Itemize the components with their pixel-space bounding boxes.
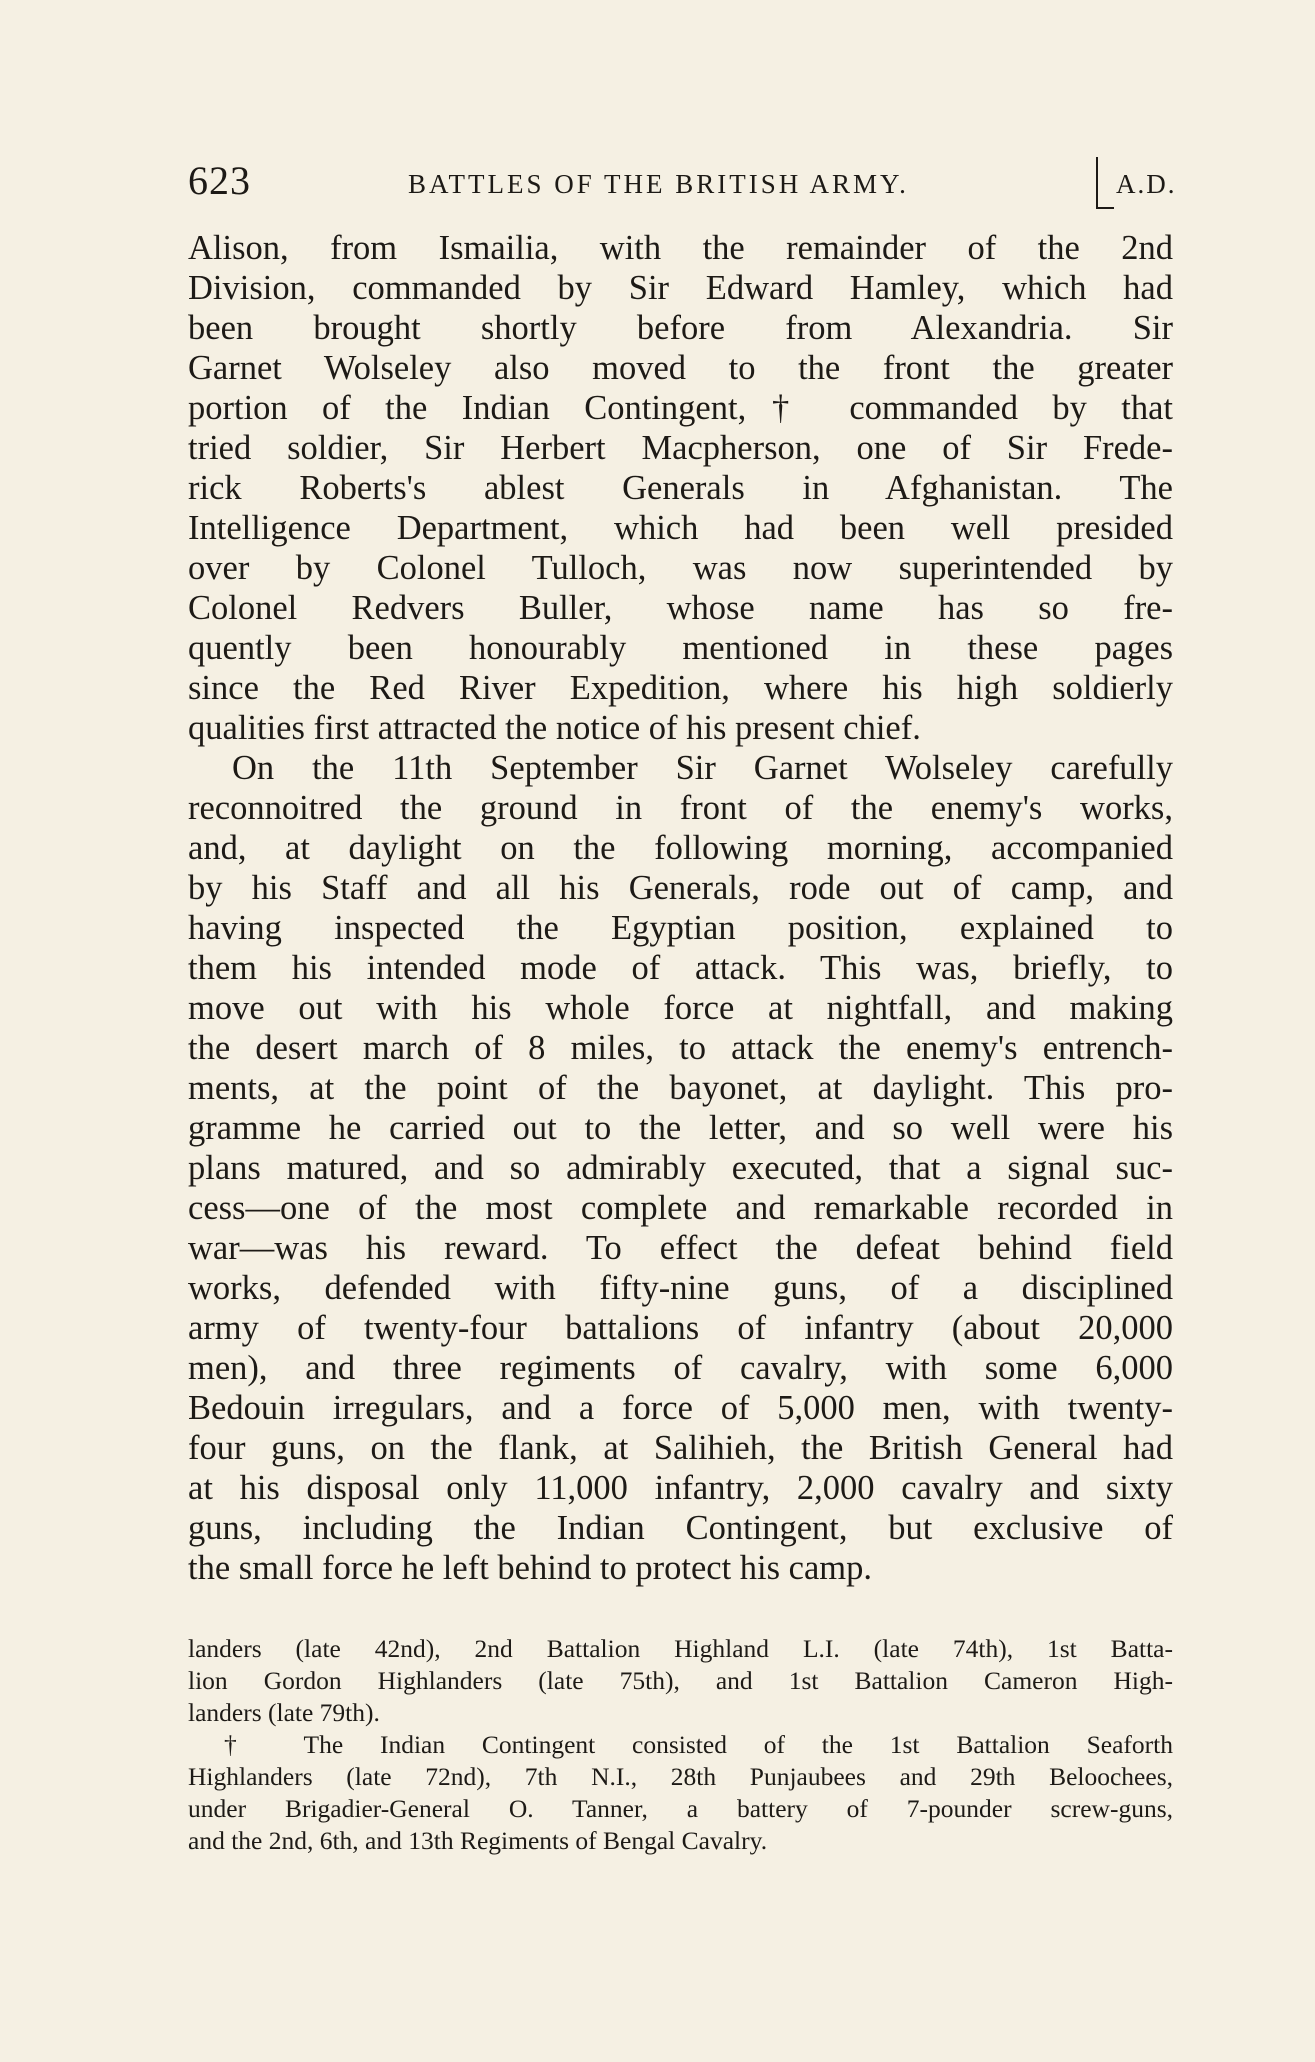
body-line: by his Staff and all his Generals, rode out of camp, and bbox=[188, 869, 1173, 907]
body-line: works, defended with fifty-nine guns, of a disciplined bbox=[188, 1269, 1173, 1307]
footnote-line: landers (late 42nd), 2nd Battalion Highland L.I. (late 74th), 1st Batta- bbox=[188, 1634, 1173, 1663]
footnote-line: lion Gordon Highlanders (late 75th), and 1st Battalion Cameron High- bbox=[188, 1666, 1173, 1695]
footnote-line: and the 2nd, 6th, and 13th Regiments of Bengal Cavalry. bbox=[188, 1826, 768, 1855]
body-line: plans matured, and so admirably executed, that a signal suc- bbox=[188, 1149, 1173, 1187]
body-line: On the 11th September Sir Garnet Wolseley carefully bbox=[232, 749, 1173, 787]
body-line: gramme he carried out to the letter, and so well were his bbox=[188, 1109, 1173, 1147]
footnotes bbox=[188, 1633, 1173, 1857]
body-line: quently been honourably mentioned in these pages bbox=[188, 629, 1173, 667]
body-line: portion of the Indian Contingent,† commanded by that bbox=[188, 389, 1173, 427]
footnote-line: under Brigadier-General O. Tanner, a battery of 7-pounder screw-guns, bbox=[188, 1794, 1173, 1823]
body-line: ments, at the point of the bayonet, at daylight. This pro- bbox=[188, 1069, 1173, 1107]
body-line: qualities first attracted the notice of his present chief. bbox=[188, 709, 921, 747]
book-title: BATTLES OF THE BRITISH ARMY. bbox=[408, 169, 909, 199]
body-line: the small force he left behind to protect his camp. bbox=[188, 1549, 873, 1587]
body-line: been brought shortly before from Alexandria. Sir bbox=[188, 309, 1173, 347]
body-line: having inspected the Egyptian position, explained to bbox=[188, 909, 1173, 947]
body-line: men), and three regiments of cavalry, with some 6,000 bbox=[188, 1349, 1173, 1387]
page-number: 623 bbox=[188, 158, 251, 203]
body-line: cess—one of the most complete and remarkable recorded in bbox=[188, 1189, 1173, 1227]
body-line: since the Red River Expedition, where his high soldierly bbox=[188, 669, 1173, 707]
body-line: guns, including the Indian Contingent, but exclusive of bbox=[188, 1509, 1173, 1547]
body-line: the desert march of 8 miles, to attack the enemy's entrench- bbox=[188, 1029, 1173, 1067]
body-line: Bedouin irregulars, and a force of 5,000 men, with twenty- bbox=[188, 1389, 1173, 1427]
era-label: A.D. bbox=[1116, 169, 1177, 199]
body-line: rick Roberts's ablest Generals in Afghanistan. The bbox=[188, 469, 1173, 507]
body-line: Colonel Redvers Buller, whose name has so fre- bbox=[188, 589, 1173, 627]
body-line: Intelligence Department, which had been well presided bbox=[188, 509, 1173, 547]
footnote-line: Highlanders (late 72nd), 7th N.I., 28th Punjaubees and 29th Beloochees, bbox=[188, 1762, 1173, 1791]
footnote-line: landers (late 79th). bbox=[188, 1698, 380, 1727]
running-head bbox=[188, 157, 1177, 215]
footnote-line: † The Indian Contingent consisted of the 1st Battalion Seaforth bbox=[224, 1730, 1173, 1759]
body-line: and, at daylight on the following morning, accompanied bbox=[188, 829, 1173, 867]
body-line: war—was his reward. To effect the defeat behind field bbox=[188, 1229, 1173, 1267]
body-line: four guns, on the flank, at Salihieh, the British General had bbox=[188, 1429, 1173, 1467]
body-line: them his intended mode of attack. This was, briefly, to bbox=[188, 949, 1173, 987]
body-line: Garnet Wolseley also moved to the front the greater bbox=[188, 349, 1173, 387]
body-line: over by Colonel Tulloch, was now superintended by bbox=[188, 549, 1173, 587]
body-line: move out with his whole force at nightfall, and making bbox=[188, 989, 1173, 1027]
body-line: tried soldier, Sir Herbert Macpherson, one of Sir Frede- bbox=[188, 429, 1173, 467]
era-bracket bbox=[1096, 157, 1114, 209]
body-text bbox=[188, 228, 1173, 1588]
body-line: Alison, from Ismailia, with the remainder of the 2nd bbox=[188, 229, 1173, 267]
body-line: reconnoitred the ground in front of the enemy's works, bbox=[188, 789, 1173, 827]
body-line: at his disposal only 11,000 infantry, 2,000 cavalry and sixty bbox=[188, 1469, 1173, 1507]
body-line: army of twenty-four battalions of infantry (about 20,000 bbox=[188, 1309, 1173, 1347]
body-line: Division, commanded by Sir Edward Hamley, which had bbox=[188, 269, 1173, 307]
